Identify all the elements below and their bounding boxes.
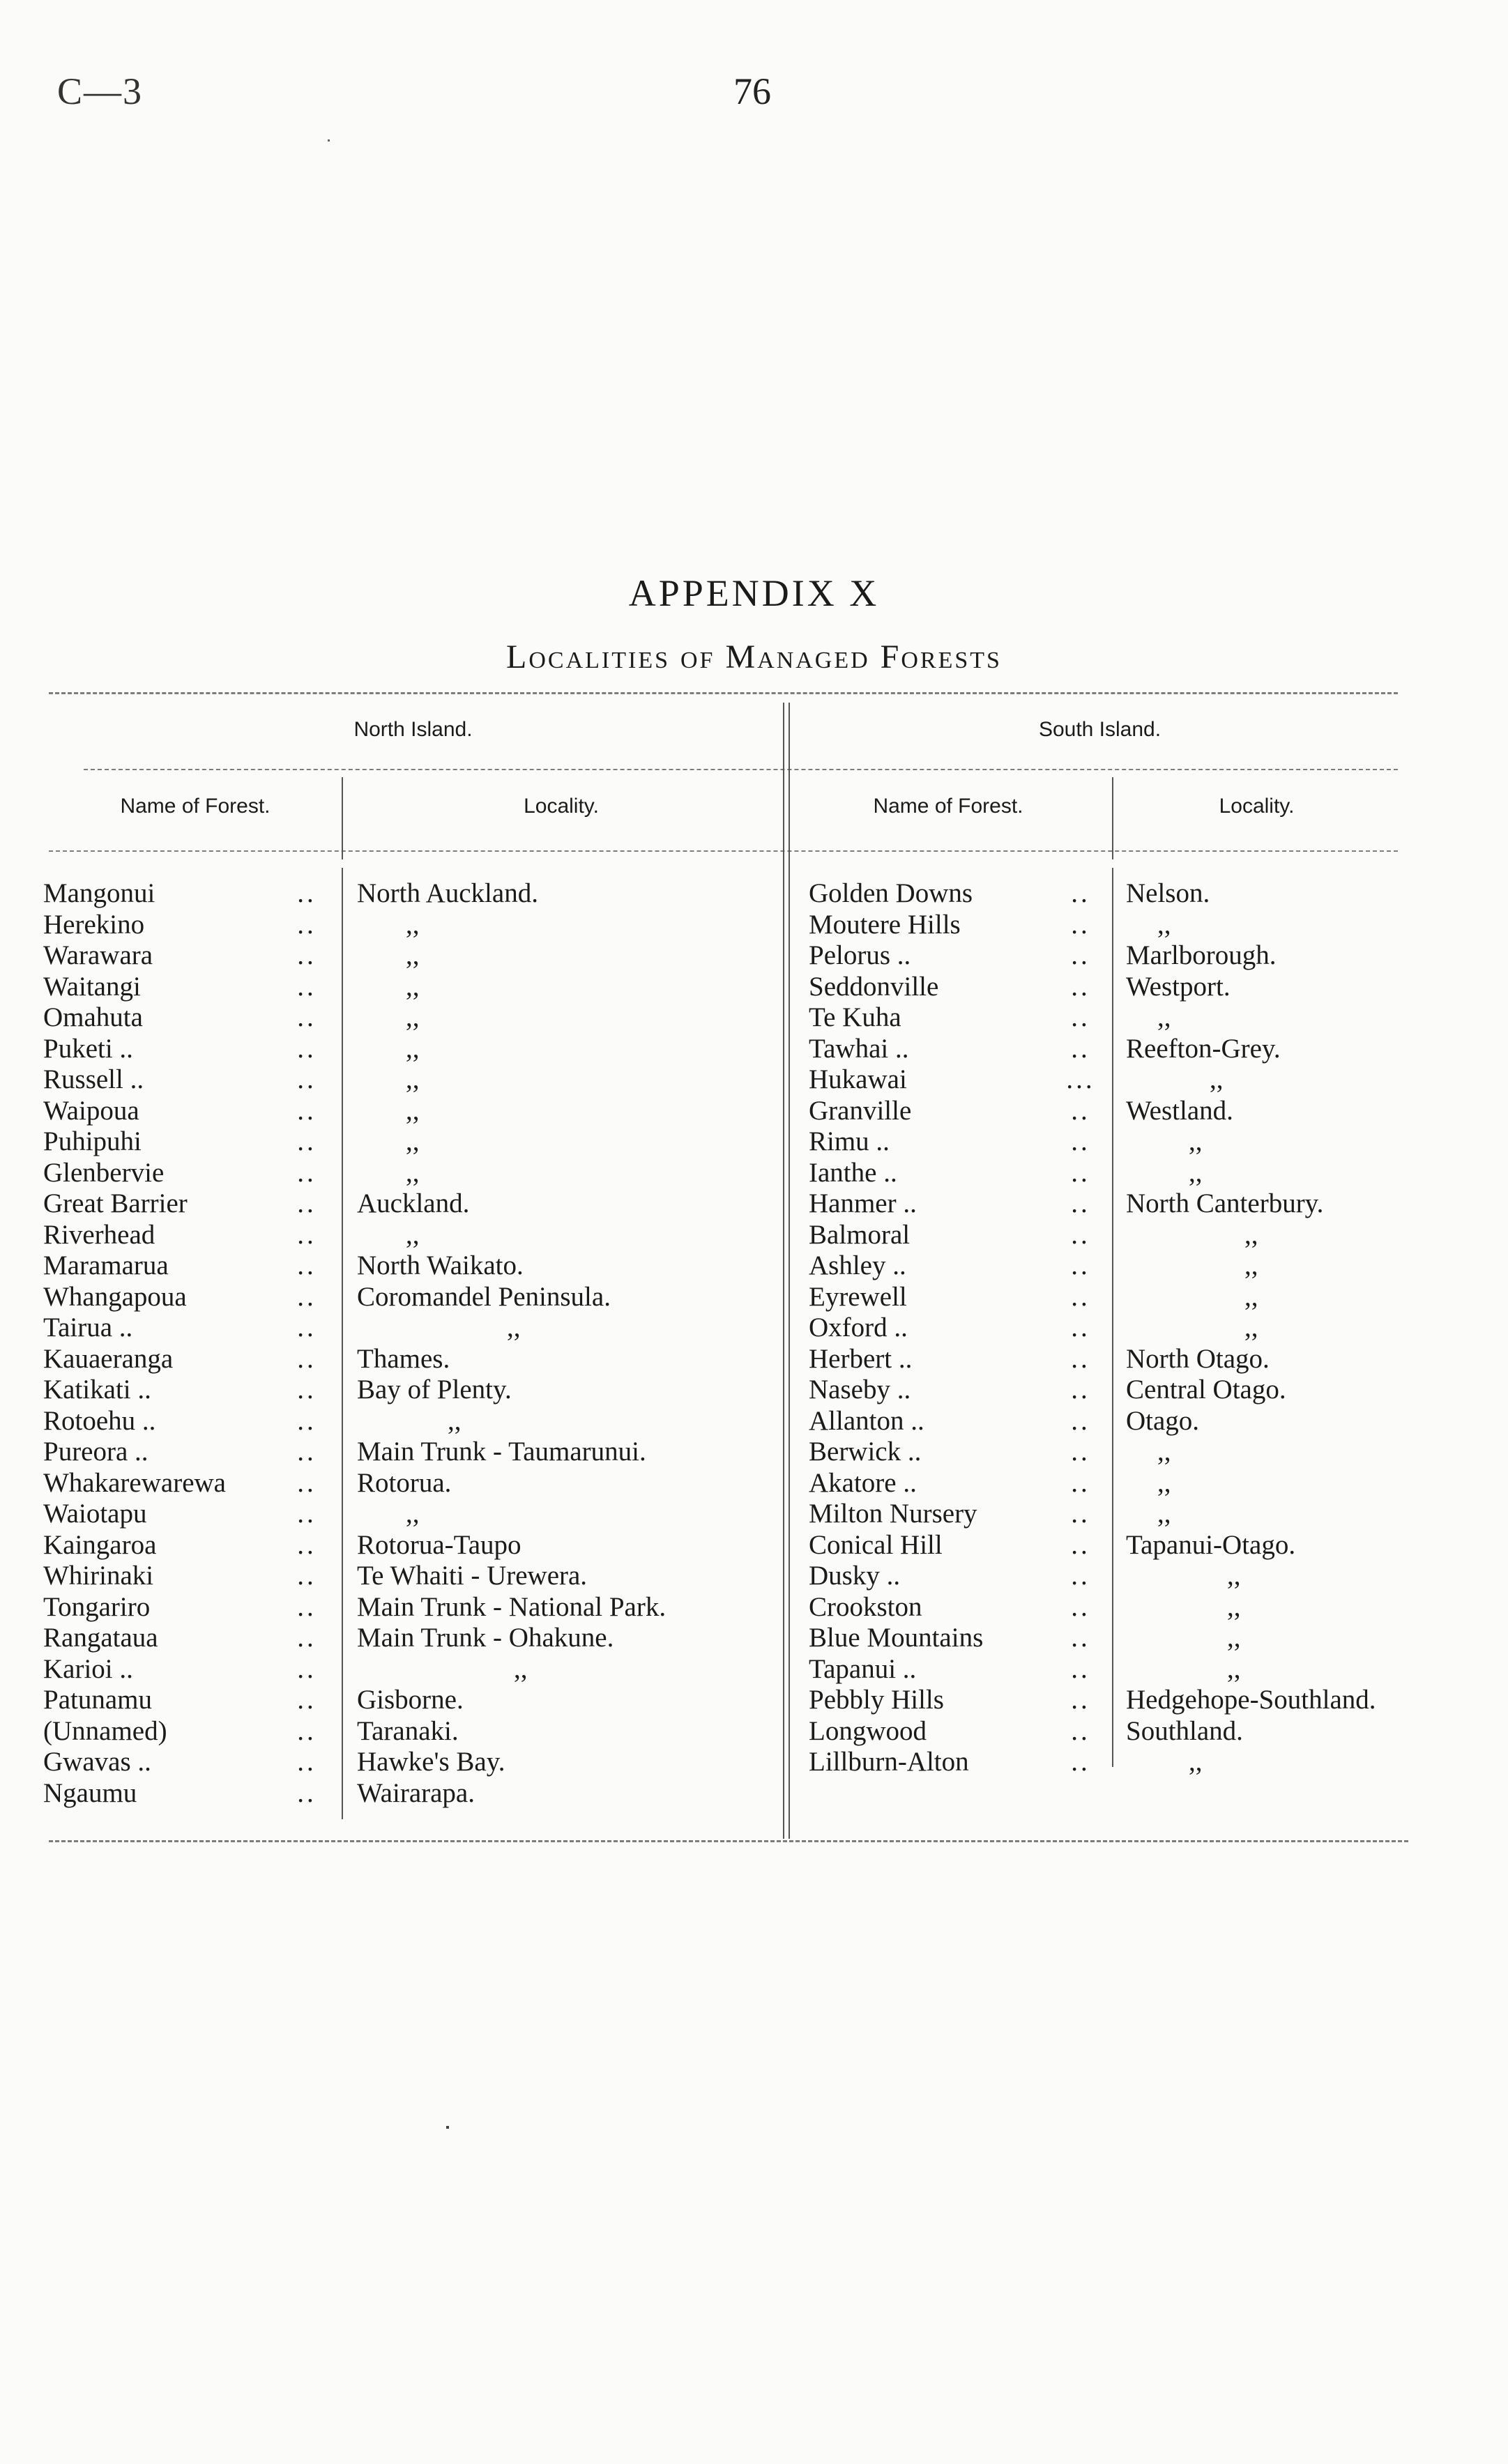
leader-dots: .. bbox=[297, 1002, 317, 1032]
north-forest-names bbox=[43, 878, 280, 1809]
leader-dots: .. bbox=[1071, 909, 1090, 940]
list-item: ,, bbox=[514, 1653, 528, 1684]
list-item: Russell .. bbox=[43, 1064, 144, 1094]
list-item: ,, bbox=[406, 1157, 420, 1188]
list-item: ,, bbox=[406, 1126, 420, 1156]
list-item: ,, bbox=[1227, 1653, 1241, 1684]
list-item: ,, bbox=[1157, 1437, 1171, 1467]
leader-dots: .. bbox=[297, 1126, 317, 1156]
list-item: Berwick .. bbox=[809, 1437, 922, 1467]
list-item: ,, bbox=[1227, 1591, 1241, 1622]
leader-dots: .. bbox=[297, 909, 317, 940]
table-bottom-rule bbox=[49, 1840, 1408, 1842]
south-forest-names bbox=[809, 878, 1046, 1778]
list-item: Blue Mountains bbox=[809, 1623, 984, 1653]
list-item: Hukawai bbox=[809, 1064, 907, 1094]
leader-dots: .. bbox=[1071, 1653, 1090, 1684]
leader-dots: .. bbox=[1071, 971, 1090, 1002]
south-locality-column-header: Locality. bbox=[1219, 795, 1295, 818]
list-item: ,, bbox=[1210, 1064, 1224, 1094]
leader-dots: .. bbox=[1071, 1467, 1090, 1498]
south-name-column-header: Name of Forest. bbox=[873, 795, 1023, 818]
leader-dots: .. bbox=[297, 1188, 317, 1218]
list-item: ,, bbox=[1244, 1281, 1258, 1312]
leader-dots: .. bbox=[297, 1405, 317, 1436]
list-item: Crookston bbox=[809, 1591, 922, 1622]
list-item: Seddonville bbox=[809, 971, 939, 1002]
leader-dots: .. bbox=[1071, 1499, 1090, 1529]
leader-dots: .. bbox=[297, 1437, 317, 1467]
leader-dots: .. bbox=[297, 940, 317, 970]
list-item: Whakarewarewa bbox=[43, 1467, 226, 1498]
list-item: Coromandel Peninsula. bbox=[357, 1281, 611, 1312]
list-item: ,, bbox=[406, 1002, 420, 1032]
list-item: Warawara bbox=[43, 940, 153, 970]
list-item: Whangapoua bbox=[43, 1281, 187, 1312]
south-localities bbox=[1126, 878, 1419, 1778]
list-item: Omahuta bbox=[43, 1002, 143, 1032]
list-item: Southland. bbox=[1126, 1715, 1243, 1746]
list-item: Kauaeranga bbox=[43, 1343, 174, 1374]
leader-dots: .. bbox=[297, 1064, 317, 1094]
leader-dots: .. bbox=[297, 1529, 317, 1560]
list-item: ,, bbox=[1189, 1157, 1203, 1188]
list-item: Herekino bbox=[43, 909, 145, 940]
list-item: Central Otago. bbox=[1126, 1375, 1286, 1405]
list-item: Ngaumu bbox=[43, 1777, 137, 1808]
list-item: ,, bbox=[1244, 1250, 1258, 1280]
leader-dots: .. bbox=[297, 1715, 317, 1746]
leader-dots: .. bbox=[1071, 1623, 1090, 1653]
leader-dots: .. bbox=[297, 1250, 317, 1280]
leader-dots: .. bbox=[297, 1747, 317, 1777]
north-name-column-header: Name of Forest. bbox=[120, 795, 271, 818]
list-item: Ashley .. bbox=[809, 1250, 906, 1280]
leader-dots: .. bbox=[1071, 1715, 1090, 1746]
list-item: Otago. bbox=[1126, 1405, 1200, 1436]
list-item: ,, bbox=[1157, 909, 1171, 940]
appendix-subtitle: Localities of Managed Forests bbox=[506, 638, 1002, 675]
list-item: Wairarapa. bbox=[357, 1777, 475, 1808]
list-item: Riverhead bbox=[43, 1219, 155, 1250]
list-item: Pebbly Hills bbox=[809, 1685, 944, 1715]
list-item: Main Trunk - Ohakune. bbox=[357, 1623, 614, 1653]
leader-dots: .. bbox=[1071, 1219, 1090, 1250]
island-divider-left bbox=[783, 703, 784, 1839]
list-item: Auckland. bbox=[357, 1188, 470, 1218]
list-item: Bay of Plenty. bbox=[357, 1375, 512, 1405]
leader-dots: .. bbox=[1071, 1157, 1090, 1188]
leader-dots: ... bbox=[1066, 1064, 1095, 1094]
list-item: Hawke's Bay. bbox=[357, 1747, 505, 1777]
list-item: North Auckland. bbox=[357, 878, 538, 908]
list-item: Main Trunk - National Park. bbox=[357, 1591, 667, 1622]
list-item: Ianthe .. bbox=[809, 1157, 897, 1188]
list-item: Herbert .. bbox=[809, 1343, 913, 1374]
list-item: Akatore .. bbox=[809, 1467, 917, 1498]
leader-dots: .. bbox=[1071, 878, 1090, 908]
list-item: ,, bbox=[406, 940, 420, 970]
appendix-title: APPENDIX X bbox=[628, 572, 880, 614]
list-item: ,, bbox=[406, 1064, 420, 1094]
list-item: Whirinaki bbox=[43, 1561, 154, 1591]
list-item: ,, bbox=[406, 1219, 420, 1250]
list-item: Tapanui .. bbox=[809, 1653, 917, 1684]
list-item: Dusky .. bbox=[809, 1561, 901, 1591]
list-item: Patunamu bbox=[43, 1685, 152, 1715]
list-item: North Canterbury. bbox=[1126, 1188, 1324, 1218]
list-item: ,, bbox=[1189, 1747, 1203, 1777]
list-item: Rotorua. bbox=[357, 1467, 452, 1498]
list-item: Pelorus .. bbox=[809, 940, 911, 970]
leader-dots: .. bbox=[297, 1685, 317, 1715]
list-item: Golden Downs bbox=[809, 878, 973, 908]
document-reference: C—3 bbox=[57, 70, 144, 112]
list-item: Milton Nursery bbox=[809, 1499, 977, 1529]
list-item: Puhipuhi bbox=[43, 1126, 142, 1156]
list-item: Glenbervie bbox=[43, 1157, 165, 1188]
leader-dots: .. bbox=[297, 1499, 317, 1529]
leader-dots: .. bbox=[1071, 1033, 1090, 1064]
leader-dots: .. bbox=[1071, 1126, 1090, 1156]
list-item: Thames. bbox=[357, 1343, 450, 1374]
list-item: Granville bbox=[809, 1095, 912, 1126]
list-item: Lillburn-Alton bbox=[809, 1747, 969, 1777]
leader-dots: .. bbox=[1071, 1095, 1090, 1126]
list-item: Karioi .. bbox=[43, 1653, 133, 1684]
south-column-divider-body bbox=[1112, 868, 1113, 1767]
list-item: Kaingaroa bbox=[43, 1529, 157, 1560]
leader-dots: .. bbox=[297, 1157, 317, 1188]
leader-dots: .. bbox=[297, 1095, 317, 1126]
list-item: Rimu .. bbox=[809, 1126, 890, 1156]
list-item: Te Kuha bbox=[809, 1002, 901, 1032]
leader-dots: .. bbox=[1071, 1529, 1090, 1560]
north-localities bbox=[357, 878, 775, 1809]
leader-dots: .. bbox=[297, 1343, 317, 1374]
leader-dots: .. bbox=[297, 1561, 317, 1591]
scan-speck bbox=[328, 139, 330, 141]
list-item: Tawhai .. bbox=[809, 1033, 909, 1064]
leader-dots: .. bbox=[1071, 1188, 1090, 1218]
list-item: Tairua .. bbox=[43, 1313, 133, 1342]
leader-dots: .. bbox=[1071, 1747, 1090, 1777]
list-item: Reefton-Grey. bbox=[1126, 1033, 1281, 1064]
list-item: ,, bbox=[406, 971, 420, 1002]
list-item: ,, bbox=[406, 1033, 420, 1064]
list-item: Pureora .. bbox=[43, 1437, 148, 1467]
leader-dots: .. bbox=[1071, 1250, 1090, 1280]
list-item: (Unnamed) bbox=[43, 1715, 167, 1746]
list-item: ,, bbox=[406, 1499, 420, 1529]
island-heading-rule bbox=[84, 769, 1398, 770]
list-item: Longwood bbox=[809, 1715, 927, 1746]
list-item: Waiotapu bbox=[43, 1499, 147, 1529]
list-item: Katikati .. bbox=[43, 1375, 151, 1405]
list-item: Taranaki. bbox=[357, 1715, 459, 1746]
north-column-divider-body bbox=[342, 868, 343, 1819]
leader-dots: .. bbox=[297, 1281, 317, 1312]
leader-dots: .. bbox=[1071, 1561, 1090, 1591]
leader-dots: .. bbox=[1071, 1375, 1090, 1405]
leader-dots: .. bbox=[297, 1313, 317, 1342]
south-island-heading: South Island. bbox=[1038, 718, 1162, 741]
leader-dots: .. bbox=[1071, 1405, 1090, 1436]
list-item: Waitangi bbox=[43, 971, 141, 1002]
north-column-divider bbox=[342, 777, 343, 859]
list-item: Rotoehu .. bbox=[43, 1405, 156, 1436]
leader-dots: .. bbox=[297, 1653, 317, 1684]
list-item: Balmoral bbox=[809, 1219, 911, 1250]
leader-dots: .. bbox=[1071, 1313, 1090, 1342]
leader-dots: .. bbox=[297, 1623, 317, 1653]
list-item: ,, bbox=[1227, 1561, 1241, 1591]
list-item: ,, bbox=[1157, 1499, 1171, 1529]
list-item: Hedgehope-Southland. bbox=[1126, 1685, 1376, 1715]
list-item: Gwavas .. bbox=[43, 1747, 151, 1777]
list-item: Rangataua bbox=[43, 1623, 158, 1653]
list-item: Tapanui-Otago. bbox=[1126, 1529, 1296, 1560]
south-leader-dots bbox=[1053, 878, 1109, 1778]
leader-dots: .. bbox=[297, 1591, 317, 1622]
list-item: North Otago. bbox=[1126, 1343, 1270, 1374]
list-item: Marlborough. bbox=[1126, 940, 1277, 970]
list-item: Conical Hill bbox=[809, 1529, 943, 1560]
leader-dots: .. bbox=[297, 1033, 317, 1064]
list-item: ,, bbox=[1157, 1467, 1171, 1498]
leader-dots: .. bbox=[297, 878, 317, 908]
leader-dots: .. bbox=[1071, 1437, 1090, 1467]
leader-dots: .. bbox=[297, 971, 317, 1002]
list-item: Nelson. bbox=[1126, 878, 1210, 908]
list-item: Tongariro bbox=[43, 1591, 151, 1622]
list-item: Rotorua-Taupo bbox=[357, 1529, 521, 1560]
leader-dots: .. bbox=[1071, 1343, 1090, 1374]
list-item: Great Barrier bbox=[43, 1188, 188, 1218]
list-item: Westport. bbox=[1126, 971, 1231, 1002]
list-item: ,, bbox=[1227, 1623, 1241, 1653]
list-item: ,, bbox=[507, 1313, 521, 1342]
list-item: Puketi .. bbox=[43, 1033, 133, 1064]
leader-dots: .. bbox=[297, 1375, 317, 1405]
island-divider-right bbox=[789, 703, 790, 1839]
list-item: Te Whaiti - Urewera. bbox=[357, 1561, 588, 1591]
column-header-rule bbox=[49, 850, 1398, 852]
list-item: ,, bbox=[1157, 1002, 1171, 1032]
list-item: Gisborne. bbox=[357, 1685, 464, 1715]
list-item: Main Trunk - Taumarunui. bbox=[357, 1437, 646, 1467]
page-number: 76 bbox=[733, 70, 771, 112]
list-item: Hanmer .. bbox=[809, 1188, 917, 1218]
north-leader-dots bbox=[282, 878, 331, 1809]
list-item: ,, bbox=[1244, 1219, 1258, 1250]
table-top-rule bbox=[49, 692, 1398, 694]
list-item: North Waikato. bbox=[357, 1250, 524, 1280]
list-item: Maramarua bbox=[43, 1250, 169, 1280]
list-item: Westland. bbox=[1126, 1095, 1233, 1126]
list-item: ,, bbox=[448, 1405, 462, 1436]
leader-dots: .. bbox=[1071, 1002, 1090, 1032]
leader-dots: .. bbox=[297, 1467, 317, 1498]
list-item: Allanton .. bbox=[809, 1405, 924, 1436]
list-item: Oxford .. bbox=[809, 1313, 908, 1342]
list-item: ,, bbox=[406, 909, 420, 940]
north-island-heading: North Island. bbox=[353, 718, 473, 741]
leader-dots: .. bbox=[297, 1219, 317, 1250]
leader-dots: .. bbox=[1071, 1591, 1090, 1622]
list-item: Eyrewell bbox=[809, 1281, 907, 1312]
list-item: Moutere Hills bbox=[809, 909, 961, 940]
list-item: Mangonui bbox=[43, 878, 155, 908]
south-column-divider bbox=[1112, 777, 1113, 859]
leader-dots: .. bbox=[1071, 940, 1090, 970]
list-item: Waipoua bbox=[43, 1095, 139, 1126]
leader-dots: .. bbox=[1071, 1281, 1090, 1312]
list-item: ,, bbox=[1189, 1126, 1203, 1156]
list-item: ,, bbox=[1244, 1313, 1258, 1342]
leader-dots: .. bbox=[297, 1777, 317, 1808]
list-item: ,, bbox=[406, 1095, 420, 1126]
north-locality-column-header: Locality. bbox=[524, 795, 599, 818]
leader-dots: .. bbox=[1071, 1685, 1090, 1715]
list-item: Naseby .. bbox=[809, 1375, 911, 1405]
scan-speck bbox=[446, 2126, 449, 2129]
